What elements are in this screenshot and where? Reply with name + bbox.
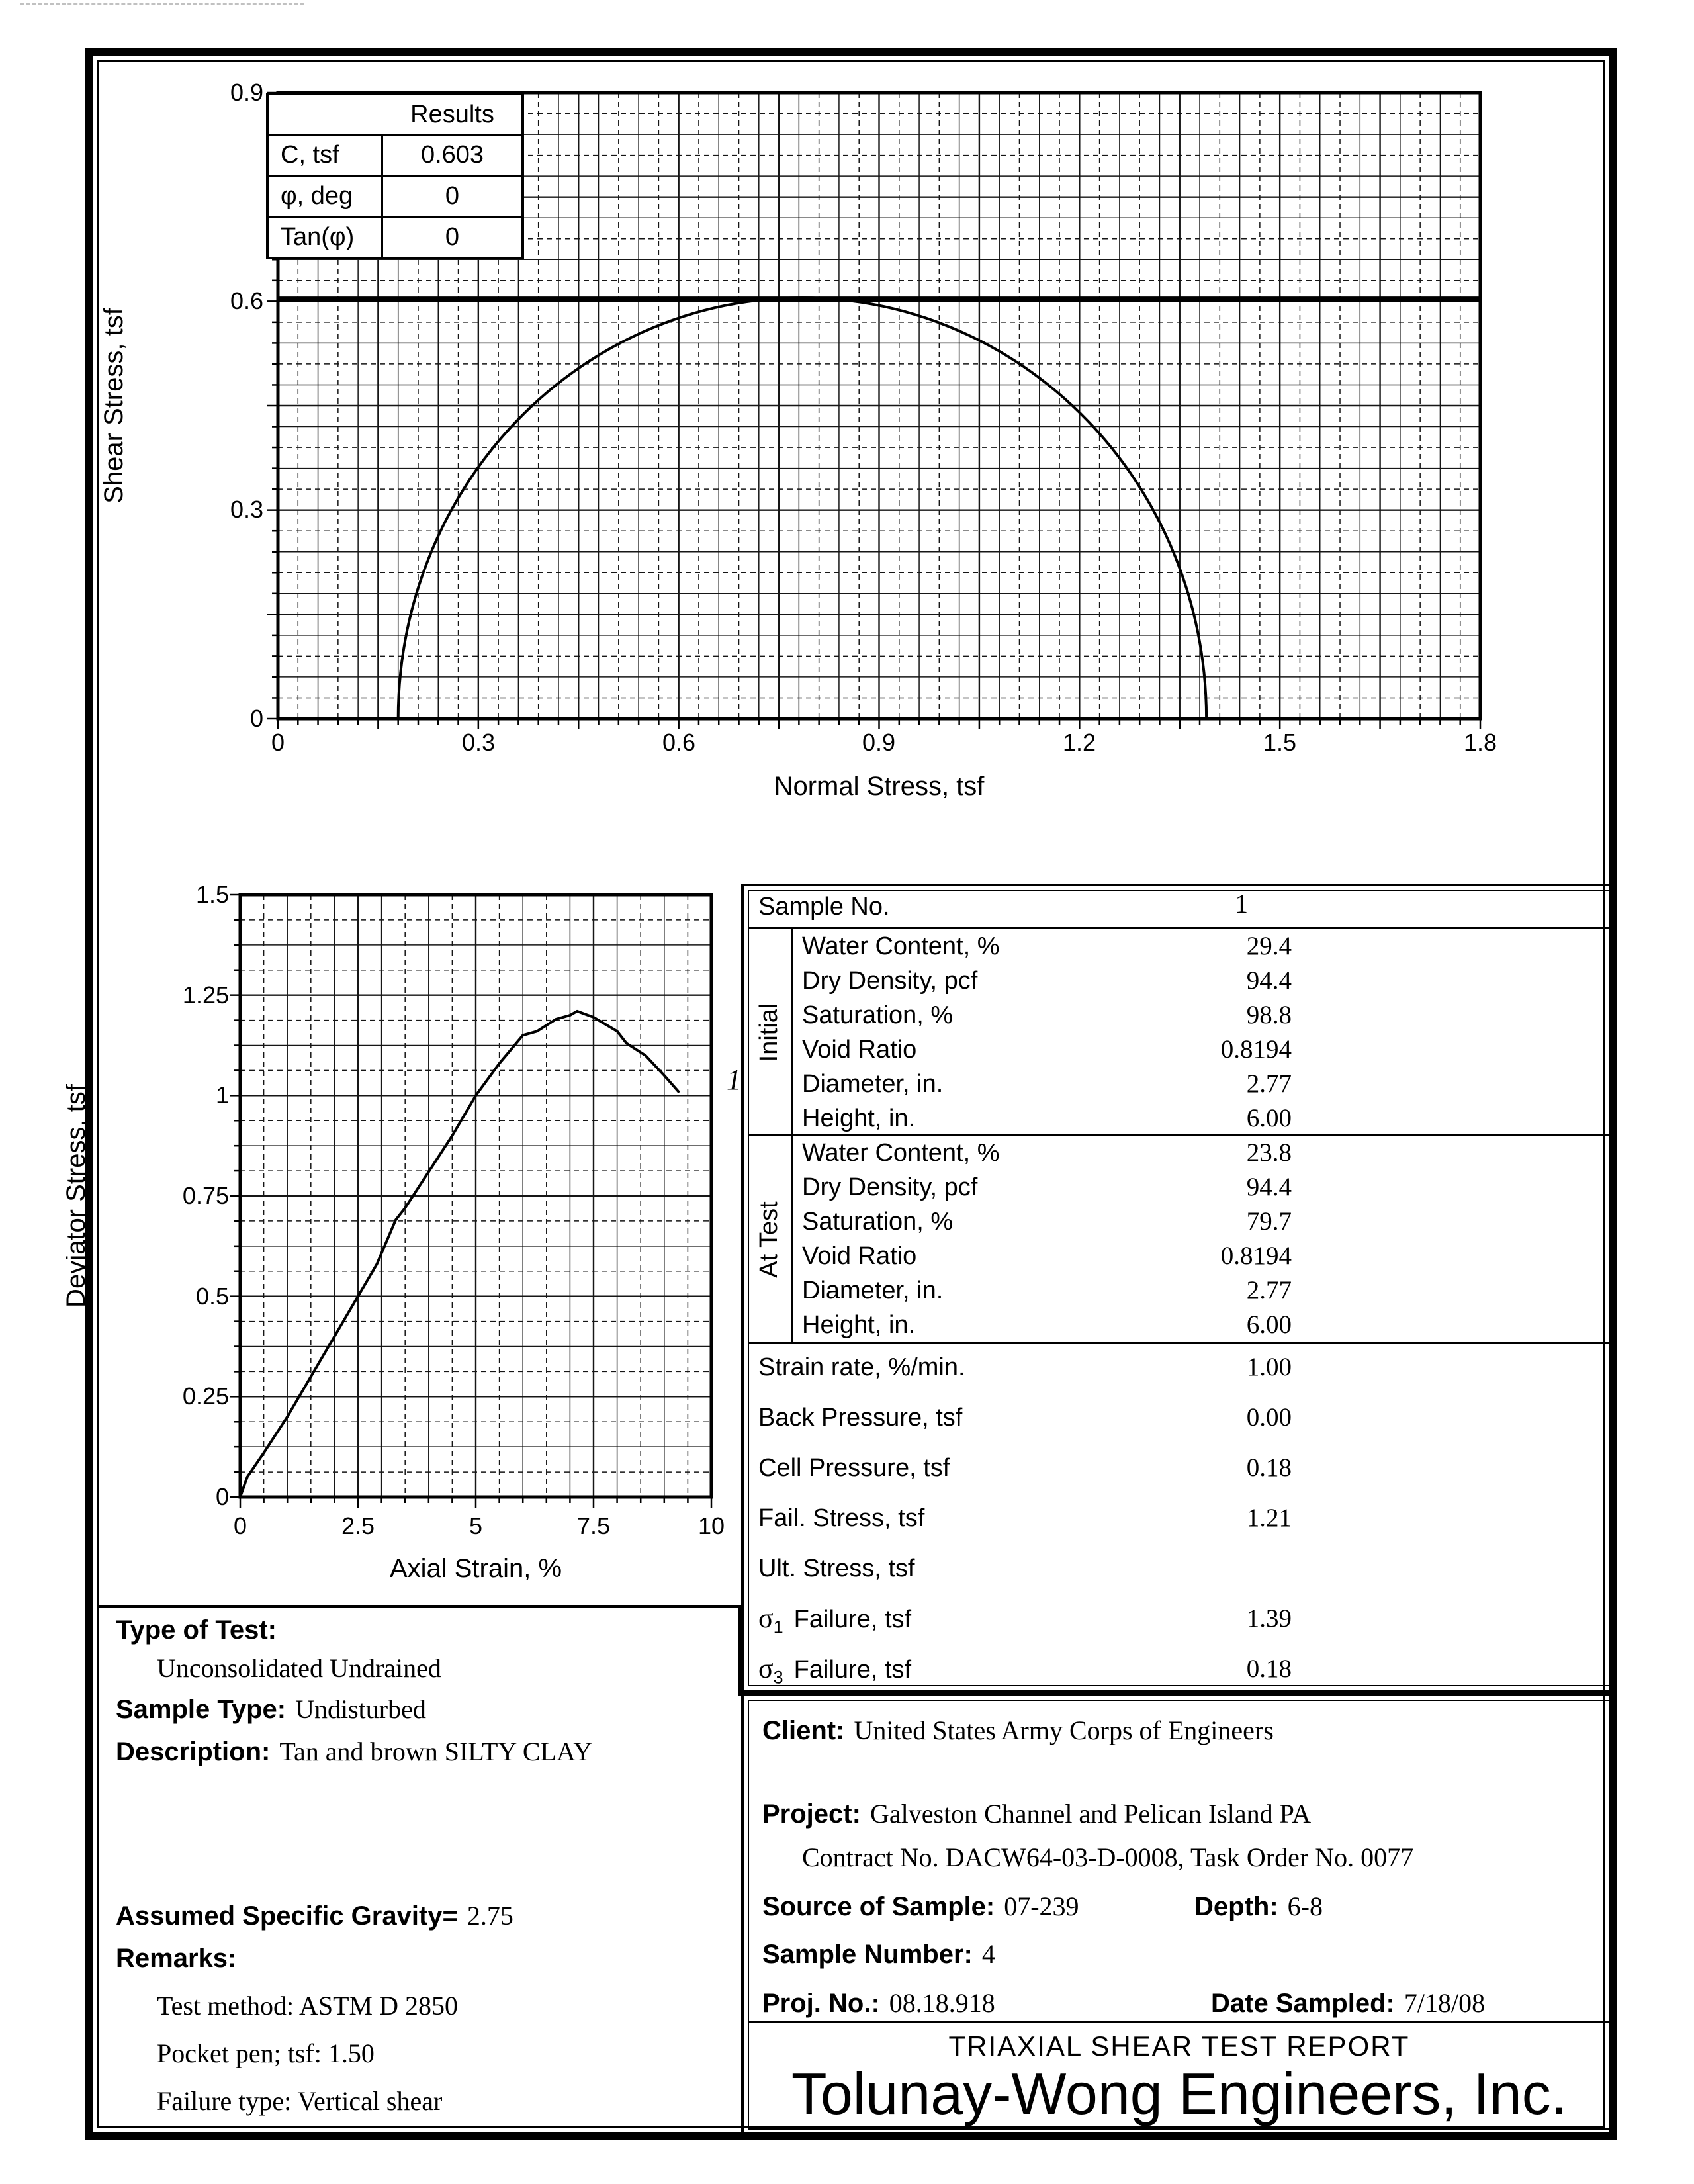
report-title: TRIAXIAL SHEAR TEST REPORT [948, 2030, 1410, 2062]
strain-x-axis-title: Axial Strain, % [389, 1554, 562, 1583]
x-tick-label: 0 [233, 1512, 247, 1539]
sigma3-failure-label [758, 1653, 911, 1694]
property-label: Diameter, in. [802, 1277, 944, 1304]
x-tick-label: 7.5 [576, 1512, 611, 1539]
sample-no-value: 1 [1235, 889, 1248, 919]
group-label-initial: Initial [755, 1003, 783, 1062]
results-table [266, 93, 524, 259]
y-tick-label: 0 [215, 1483, 229, 1510]
property-label: Void Ratio [802, 1036, 917, 1064]
property-value: 0.18 [1246, 1655, 1292, 1683]
property-value: 0.18 [1246, 1453, 1292, 1482]
x-tick-label: 0.9 [862, 729, 896, 756]
divider [738, 1605, 741, 1696]
property-value: 98.8 [1246, 1001, 1292, 1029]
divider [749, 2021, 1609, 2023]
source-of-sample-row: Source of Sample: 07-239 [762, 1891, 1079, 1921]
x-tick-label: 0 [271, 729, 285, 756]
results-table-title: Results [410, 101, 494, 128]
strain-y-axis-title: Deviator Stress, tsf [62, 1084, 91, 1308]
remark-line: Pocket pen; tsf: 1.50 [157, 2038, 375, 2068]
property-label: Height, in. [802, 1311, 916, 1339]
y-tick-label: 0.5 [195, 1283, 229, 1310]
project-row: Project: Galveston Channel and Pelican Island PA [762, 1799, 1312, 1829]
x-tick-label: 10 [697, 1512, 725, 1539]
sigma1-failure-label [758, 1603, 911, 1643]
property-value: 1.21 [1246, 1504, 1292, 1532]
property-label: Dry Density, pcf [802, 1173, 978, 1201]
description-row: Description: Tan and brown SILTY CLAY [116, 1737, 593, 1766]
result-value: 0 [445, 182, 460, 210]
property-value: 6.00 [1246, 1310, 1292, 1339]
sigma-label-text: Failure, tsf [793, 1606, 912, 1633]
property-label: Saturation, % [802, 1001, 954, 1029]
property-label: Dry Density, pcf [802, 967, 978, 995]
y-tick-label: 0.25 [182, 1383, 229, 1410]
result-label: Tan(φ) [269, 218, 383, 257]
sigma-symbol: σ [758, 1604, 774, 1634]
property-value: 23.8 [1246, 1138, 1292, 1167]
property-label: Ult. Stress, tsf [758, 1555, 915, 1582]
property-value: 94.4 [1246, 1173, 1292, 1201]
x-tick-label: 1.8 [1463, 729, 1497, 756]
property-value: 1.39 [1246, 1604, 1292, 1633]
property-label: Fail. Stress, tsf [758, 1504, 925, 1532]
x-tick-label: 2.5 [341, 1512, 375, 1539]
table-row [269, 175, 521, 216]
result-value: 0 [445, 223, 460, 251]
result-value: 0.603 [420, 141, 484, 169]
date-sampled-row: Date Sampled: 7/18/08 [1211, 1988, 1486, 2018]
scan-artifact [20, 3, 304, 5]
property-label: Water Content, % [802, 933, 1000, 960]
type-of-test-heading: Type of Test: [116, 1615, 277, 1645]
sigma-symbol: σ [758, 1654, 774, 1684]
type-of-test-value: Unconsolidated Undrained [157, 1653, 441, 1683]
property-value: 0.8194 [1220, 1035, 1292, 1064]
divider [749, 927, 1609, 929]
x-tick-label: 1.5 [1263, 729, 1297, 756]
sample-no-label: Sample No. [758, 893, 890, 921]
y-tick-label: 0.9 [230, 79, 263, 106]
depth-row: Depth: 6-8 [1194, 1891, 1323, 1921]
x-tick-label: 0.6 [662, 729, 696, 756]
sample-type-row: Sample Type: Undisturbed [116, 1694, 426, 1724]
x-tick-label: 5 [468, 1512, 483, 1539]
y-tick-label: 1.25 [182, 981, 229, 1009]
mohr-x-axis-title: Normal Stress, tsf [774, 772, 985, 801]
x-tick-label: 0.3 [461, 729, 496, 756]
divider [99, 1605, 741, 1608]
y-tick-label: 0.75 [182, 1182, 229, 1209]
property-label: Diameter, in. [802, 1070, 944, 1098]
client-row: Client: United States Army Corps of Engineers [762, 1715, 1274, 1745]
x-tick-label: 1.2 [1062, 729, 1096, 756]
result-label: C, tsf [269, 136, 383, 175]
result-label: φ, deg [269, 177, 383, 216]
sigma-subscript: 3 [773, 1667, 783, 1688]
table-row [269, 216, 521, 257]
property-value: 2.77 [1246, 1069, 1292, 1098]
company-name: Tolunay-Wong Engineers, Inc. [791, 2061, 1568, 2126]
stress-strain-chart [240, 895, 711, 1497]
proj-no-row: Proj. No.: 08.18.918 [762, 1988, 995, 2018]
specific-gravity-row: Assumed Specific Gravity= 2.75 [116, 1901, 513, 1931]
property-label: Void Ratio [802, 1242, 917, 1270]
property-label: Back Pressure, tsf [758, 1404, 963, 1432]
property-value: 94.4 [1246, 966, 1292, 995]
y-tick-label: 0.3 [230, 496, 263, 523]
remarks-heading: Remarks: [116, 1944, 237, 1973]
y-tick-label: 1.5 [195, 881, 229, 908]
contract-row: Contract No. DACW64-03-D-0008, Task Order No. 0077 [802, 1843, 1414, 1872]
property-label: Water Content, % [802, 1139, 1000, 1167]
sigma-subscript: 1 [773, 1617, 783, 1637]
property-value: 2.77 [1246, 1276, 1292, 1304]
property-value: 29.4 [1246, 932, 1292, 960]
group-label-at-test: At Test [755, 1201, 783, 1278]
divider [749, 1342, 1609, 1344]
sample-number-row: Sample Number: 4 [762, 1939, 995, 1969]
remark-line: Failure type: Vertical shear [157, 2086, 443, 2116]
remark-line: Test method: ASTM D 2850 [157, 1991, 458, 2021]
y-tick-label: 1 [215, 1081, 229, 1109]
property-label: Height, in. [802, 1105, 916, 1132]
y-tick-label: 0 [249, 705, 263, 732]
property-value: 0.00 [1246, 1403, 1292, 1432]
property-label: Saturation, % [802, 1208, 954, 1236]
property-value: 6.00 [1246, 1104, 1292, 1132]
property-value: 1.00 [1246, 1353, 1292, 1381]
property-value: 79.7 [1246, 1207, 1292, 1236]
table-row [269, 134, 521, 175]
property-value: 0.8194 [1220, 1242, 1292, 1270]
property-label: Cell Pressure, tsf [758, 1454, 950, 1482]
curve-number-label: 1 [727, 1064, 741, 1096]
sigma-label-text: Failure, tsf [793, 1656, 912, 1684]
y-tick-label: 0.6 [230, 287, 263, 314]
property-label: Strain rate, %/min. [758, 1353, 965, 1381]
mohr-y-axis-title: Shear Stress, tsf [99, 308, 128, 504]
